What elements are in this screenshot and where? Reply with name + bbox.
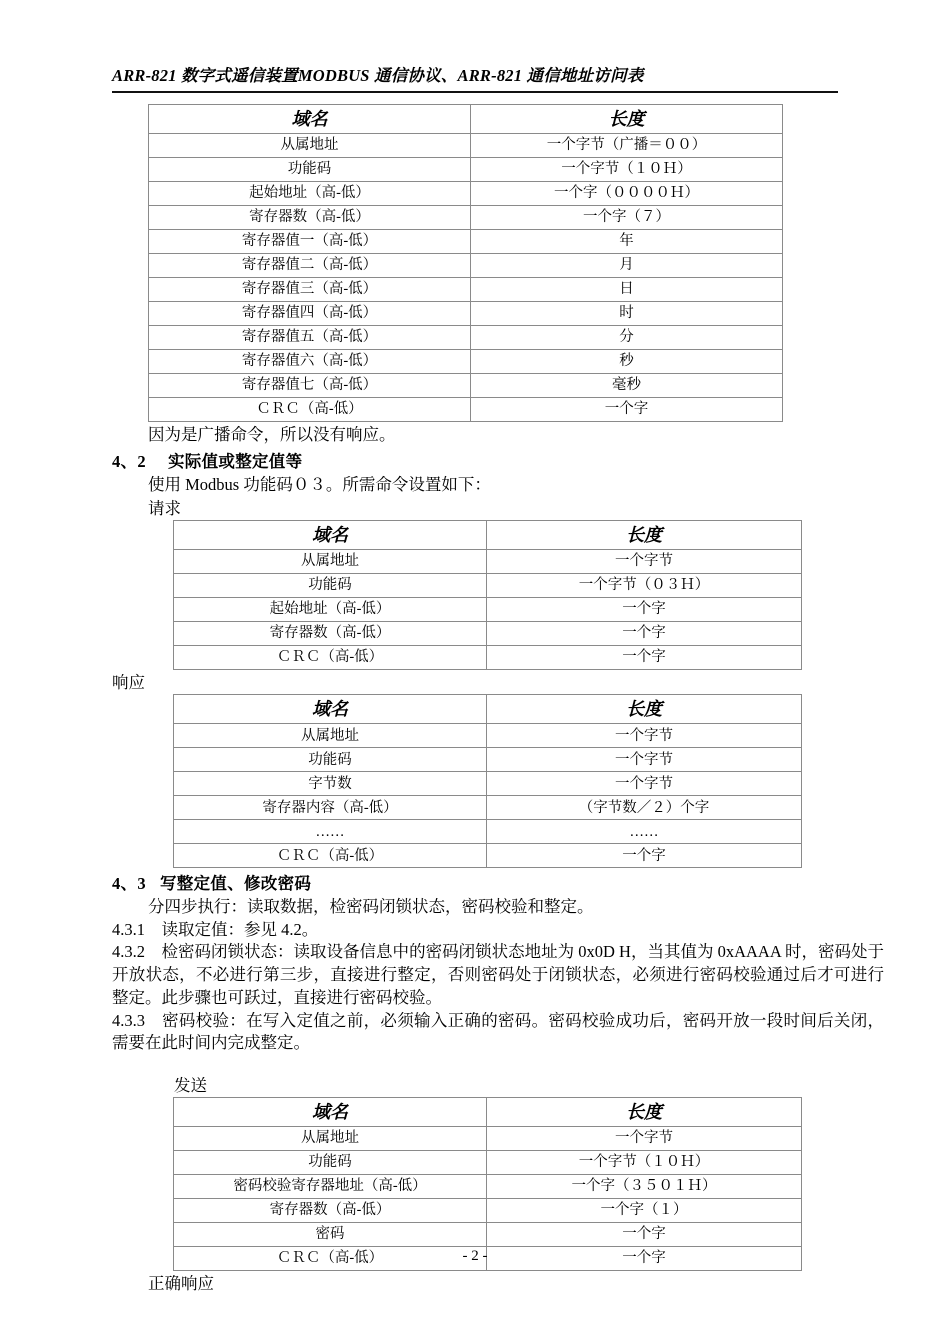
cell-length: 一个字（１）: [487, 1199, 802, 1223]
cell-length: 一个字节: [487, 1127, 802, 1151]
table-header-row: [174, 695, 802, 724]
cell-field-name: ＣＲＣ（高-低）: [174, 844, 487, 868]
cell-length: （字节数／２）个字: [487, 796, 802, 820]
cell-field-name: 寄存器数（高-低）: [174, 622, 487, 646]
cell-field-name: 寄存器值二（高-低）: [149, 254, 471, 278]
table-row: [174, 1199, 802, 1223]
section-4-3-3: 4.3.3 密码校验：在写入定值之前，必须输入正确的密码。密码校验成功后，密码开放一段时间后关闭，需要在此时间内完成整定。: [112, 1010, 884, 1053]
cell-field-name: 功能码: [149, 158, 471, 182]
response-table-wrapper: [173, 694, 950, 868]
cell-field-name: 功能码: [174, 1151, 487, 1175]
cell-field-name: ＣＲＣ（高-低）: [174, 1247, 487, 1271]
cell-field-name: 寄存器值四（高-低）: [149, 302, 471, 326]
broadcast-time-sync-table: [148, 104, 783, 422]
column-header: 域名: [174, 1098, 487, 1127]
table-header-row: [174, 1098, 802, 1127]
table-row: [174, 1175, 802, 1199]
column-header: 域名: [174, 695, 487, 724]
table-row: [149, 158, 783, 182]
cell-length: ……: [487, 820, 802, 844]
table-row: [174, 598, 802, 622]
send-table-body: [174, 1098, 802, 1271]
cell-length: 一个字（７）: [471, 206, 783, 230]
request-table: [173, 520, 802, 670]
page-number: - 2 -: [462, 1248, 488, 1264]
label-send: 发送: [174, 1076, 207, 1096]
cell-length: 一个字节: [487, 550, 802, 574]
section-4-3-heading: [112, 870, 950, 894]
cell-field-name: 寄存器值五（高-低）: [149, 326, 471, 350]
cell-field-name: 寄存器数（高-低）: [149, 206, 471, 230]
table-row: [174, 724, 802, 748]
table-row: [174, 772, 802, 796]
section-4-2-heading: [112, 448, 950, 472]
cell-field-name: ＣＲＣ（高-低）: [174, 646, 487, 670]
table-row: [174, 748, 802, 772]
cell-field-name: 功能码: [174, 748, 487, 772]
request-table-body: [174, 521, 802, 670]
table-row: [149, 374, 783, 398]
page-footer: [0, 1248, 950, 1265]
table-row: [174, 1223, 802, 1247]
response-table-body: [174, 695, 802, 868]
broadcast-table-wrapper: [148, 104, 950, 422]
cell-field-name: 寄存器内容（高-低）: [174, 796, 487, 820]
cell-field-name: 寄存器数（高-低）: [174, 1199, 487, 1223]
cell-length: 一个字节: [487, 772, 802, 796]
cell-length: 一个字: [487, 646, 802, 670]
section-4-3-title: 写整定值、修改密码: [160, 874, 312, 894]
broadcast-table-body: [149, 105, 783, 422]
table-row: [149, 230, 783, 254]
cell-field-name: 从属地址: [174, 1127, 487, 1151]
table-row: [174, 844, 802, 868]
table-row: [174, 1151, 802, 1175]
cell-field-name: 寄存器值一（高-低）: [149, 230, 471, 254]
cell-length: 一个字（００００Ｈ）: [471, 182, 783, 206]
label-correct-response: 正确响应: [148, 1274, 214, 1294]
page-content: [0, 104, 950, 1295]
cell-length: 一个字节: [487, 748, 802, 772]
cell-length: 一个字节（１０Ｈ）: [471, 158, 783, 182]
cell-field-name: ……: [174, 820, 487, 844]
broadcast-note: 因为是广播命令，所以没有响应。: [148, 425, 396, 444]
section-4-3-body: 分四步执行：读取数据，检密码闭锁状态，密码校验和整定。: [148, 897, 594, 917]
section-4-3-number: 4、3: [112, 874, 146, 894]
table-row: [149, 134, 783, 158]
table-row: [174, 646, 802, 670]
column-header: 长度: [487, 521, 802, 550]
cell-length: 一个字节（０３Ｈ）: [487, 574, 802, 598]
cell-length: 月: [471, 254, 783, 278]
section-4-2-title: 实际值或整定值等: [168, 452, 303, 472]
cell-field-name: 从属地址: [149, 134, 471, 158]
cell-field-name: 寄存器值六（高-低）: [149, 350, 471, 374]
table-row: [149, 278, 783, 302]
column-header: 域名: [174, 521, 487, 550]
column-header: 长度: [471, 105, 783, 134]
cell-length: 一个字: [487, 622, 802, 646]
section-4-2-body: 使用 Modbus 功能码０３。所需命令设置如下：: [148, 475, 491, 495]
table-row: [174, 550, 802, 574]
cell-length: 一个字节: [487, 724, 802, 748]
cell-length: 分: [471, 326, 783, 350]
cell-field-name: 密码校验寄存器地址（高-低）: [174, 1175, 487, 1199]
cell-field-name: 功能码: [174, 574, 487, 598]
cell-field-name: ＣＲＣ（高-低）: [149, 398, 471, 422]
table-row: [149, 398, 783, 422]
cell-field-name: 起始地址（高-低）: [174, 598, 487, 622]
table-row: [149, 254, 783, 278]
cell-field-name: 寄存器值三（高-低）: [149, 278, 471, 302]
cell-length: 日: [471, 278, 783, 302]
cell-field-name: 字节数: [174, 772, 487, 796]
cell-length: 一个字: [487, 598, 802, 622]
column-header: 域名: [149, 105, 471, 134]
cell-length: 一个字: [487, 1223, 802, 1247]
cell-length: 年: [471, 230, 783, 254]
table-row: [174, 622, 802, 646]
header-rule: [112, 91, 838, 93]
column-header: 长度: [487, 1098, 802, 1127]
cell-length: 一个字节（广播＝００）: [471, 134, 783, 158]
cell-field-name: 寄存器值七（高-低）: [149, 374, 471, 398]
table-row: [149, 302, 783, 326]
label-request: 请求: [148, 499, 181, 519]
cell-field-name: 密码: [174, 1223, 487, 1247]
send-table: [173, 1097, 802, 1271]
table-row: [149, 182, 783, 206]
cell-length: 一个字: [471, 398, 783, 422]
cell-length: 秒: [471, 350, 783, 374]
request-table-wrapper: [173, 520, 950, 670]
cell-length: 毫秒: [471, 374, 783, 398]
table-row: [174, 796, 802, 820]
table-row: [149, 350, 783, 374]
send-table-wrapper: [173, 1097, 950, 1271]
table-header-row: [174, 521, 802, 550]
response-table: [173, 694, 802, 868]
table-row: [174, 574, 802, 598]
cell-length: 时: [471, 302, 783, 326]
column-header: 长度: [487, 695, 802, 724]
label-response: 响应: [112, 673, 145, 693]
cell-length: 一个字: [487, 1247, 802, 1271]
header-title: ARR-821 数字式遥信装置MODBUS 通信协议、ARR-821 通信地址访问表: [112, 66, 644, 85]
cell-field-name: 起始地址（高-低）: [149, 182, 471, 206]
cell-length: 一个字: [487, 844, 802, 868]
table-row: [174, 820, 802, 844]
table-header-row: [149, 105, 783, 134]
cell-field-name: 从属地址: [174, 724, 487, 748]
cell-length: 一个字（３５０１Ｈ）: [487, 1175, 802, 1199]
section-4-3-2: 4.3.2 检密码闭锁状态：读取设备信息中的密码闭锁状态地址为 0x0D H，当其值为 0xAAAA 时，密码处于开放状态，不必进行第三步，直接进行整定，否则密码处于闭锁状态，必须进行密码校验通过后才可进行整定。此步骤也可跃过，直接进行密码校验。: [112, 942, 884, 1007]
section-4-2-number: 4、2: [112, 452, 146, 472]
table-row: [149, 206, 783, 230]
table-row: [149, 326, 783, 350]
cell-length: 一个字节（１０Ｈ）: [487, 1151, 802, 1175]
table-row: [174, 1127, 802, 1151]
section-4-3-1: 4.3.1 读取定值：参见 4.2。: [112, 919, 319, 939]
cell-field-name: 从属地址: [174, 550, 487, 574]
running-header: [112, 62, 838, 93]
